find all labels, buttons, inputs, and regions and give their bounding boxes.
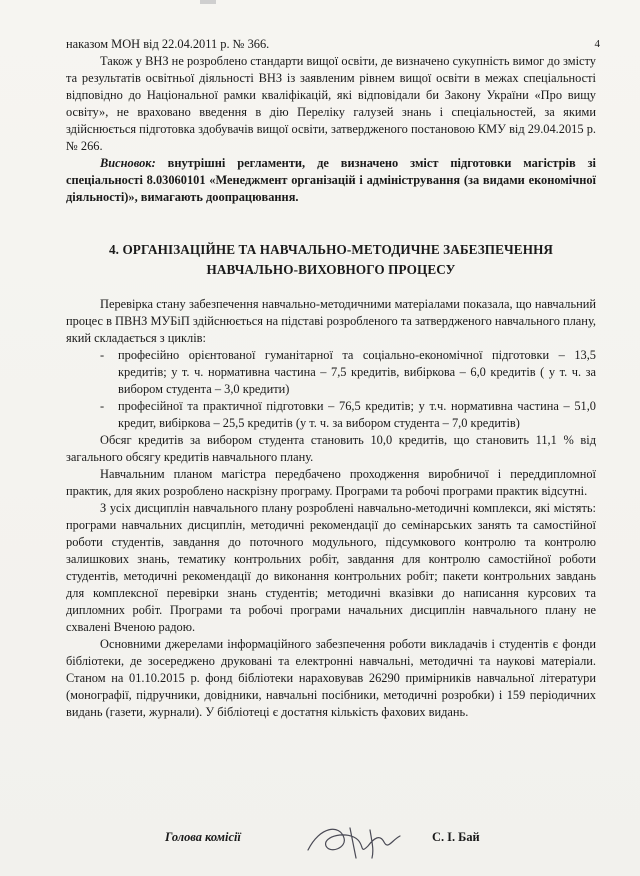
paragraph-complexes: З усіх дисциплін навчального плану розроблені навчально-методичні комплекси, які містять: програми навчальних дисциплін, методичні рекомендації до семінарських занять та самостійної роботи студентів, завдання до поточного модульного, підсумкового контролю та контролю залишкових знань, тематику контрольних робіт, завдання для контролю самостійної роботи студентів, методичні рекомендації до виконання контрольних робіт; пакети контрольних завдань для комплексної перевірки знань студентів; методичні вказівки до написання курсових та дипломних робіт. Програми та робочі програми начальних дисциплін навчального плану не схвалені Вченою радою. <box>66 501 596 634</box>
list-item: - професійної та практичної підготовки – 76,5 кредитів; у т.ч. нормативна частина – 51,0 кредит, вибіркова – 25,5 кредитів (у т. ч. за вибором студента – 7,0 кредитів) <box>100 399 596 430</box>
signature-block <box>0 820 640 860</box>
conclusion-label: Висновок: <box>100 156 156 170</box>
intro-paragraph: Перевірка стану забезпечення навчально-методичними матеріалами показала, що навчальний процес в ПВНЗ МУБіП здійснюється на підставі розробленого та затвердженого навчального плану, який складається з циклів: <box>66 297 596 345</box>
paragraph-order-ref: наказом МОН від 22.04.2011 р. № 366. <box>66 37 270 51</box>
list-item: - професійно орієнтованої гуманітарної та соціально-економічної підготовки – 13,5 кредитів; у т. ч. нормативна частина – 7,5 кредитів, вибіркова – 6,0 кредитів ( у т. ч. за вибором студента – 3,0 кредити) <box>100 348 596 396</box>
page-number: 4 <box>594 38 600 50</box>
conclusion-text: внутрішні регламенти, де визначено зміст підготовки магістрів зі спеціальності 8.03060101 «Менеджмент організацій і адміністрування (за видами економічної діяльності)», вимагають доопрацювання. <box>66 156 596 204</box>
handwritten-signature-icon <box>300 820 420 864</box>
paragraph-practice: Навчальним планом магістра передбачено проходження виробничої і переддипломної практик, для яких розроблено наскрізну програму. Програми та робочі програми практик відсутні. <box>66 467 596 498</box>
paragraph-standards: Також у ВНЗ не розроблено стандарти вищої освіти, де визначено сукупність вимог до змісту та результатів освітньої діяльності ВНЗ із заявленим рівнем вищої освіти в межах спеціальності відповідно до Національної рамки кваліфікацій, які відповідали би Закону України «Про вищу освіту», не враховано введення в дію Переліку галузей знань і спеціальностей, за якими здійснюється підготовка здобувачів вищої освіти, затвердженого постановою КМУ від 29.04.2015 р. № 266. <box>66 54 596 153</box>
section-heading <box>66 240 596 280</box>
paragraph-credits: Обсяг кредитів за вибором студента становить 10,0 кредитів, що становить 11,1 % від загального обсягу кредитів навчального плану. <box>66 433 596 464</box>
section-heading-line2: НАВЧАЛЬНО-ВИХОВНОГО ПРОЦЕСУ <box>206 262 456 277</box>
conclusion-paragraph <box>66 155 596 206</box>
scan-artifact <box>200 0 216 4</box>
list-item-text: професійної та практичної підготовки – 76,5 кредитів; у т.ч. нормативна частина – 51,0 кредит, вибіркова – 25,5 кредитів (у т. ч. за вибором студента – 7,0 кредитів) <box>118 399 596 430</box>
section-heading-line1: 4. ОРГАНІЗАЦІЙНЕ ТА НАВЧАЛЬНО-МЕТОДИЧНЕ ЗАБЕЗПЕЧЕННЯ <box>108 242 554 257</box>
paragraph-library: Основними джерелами інформаційного забезпечення роботи викладачів і студентів є фонди бібліотеки, де зосереджено друковані та електронні навчальні, методичні та наукові матеріали. Станом на 01.10.2015 р. фонд бібліотеки нараховував 26290 примірників навчальної літератури (монографії, підручники, довідники, навчальні посібники, методичні розробки) і 159 періодичних видань (газети, журнали). У бібліотеці є достатня кількість фахових видань. <box>66 637 596 719</box>
cycles-list <box>66 347 596 432</box>
signature-role: Голова комісії <box>165 830 241 844</box>
list-item-text: професійно орієнтованої гуманітарної та соціально-економічної підготовки – 13,5 кредитів; у т. ч. нормативна частина – 7,5 кредитів, вибіркова – 6,0 кредитів ( у т. ч. за вибором студента – 3,0 кредити) <box>118 348 596 396</box>
signature-name: С. І. Бай <box>432 830 480 844</box>
